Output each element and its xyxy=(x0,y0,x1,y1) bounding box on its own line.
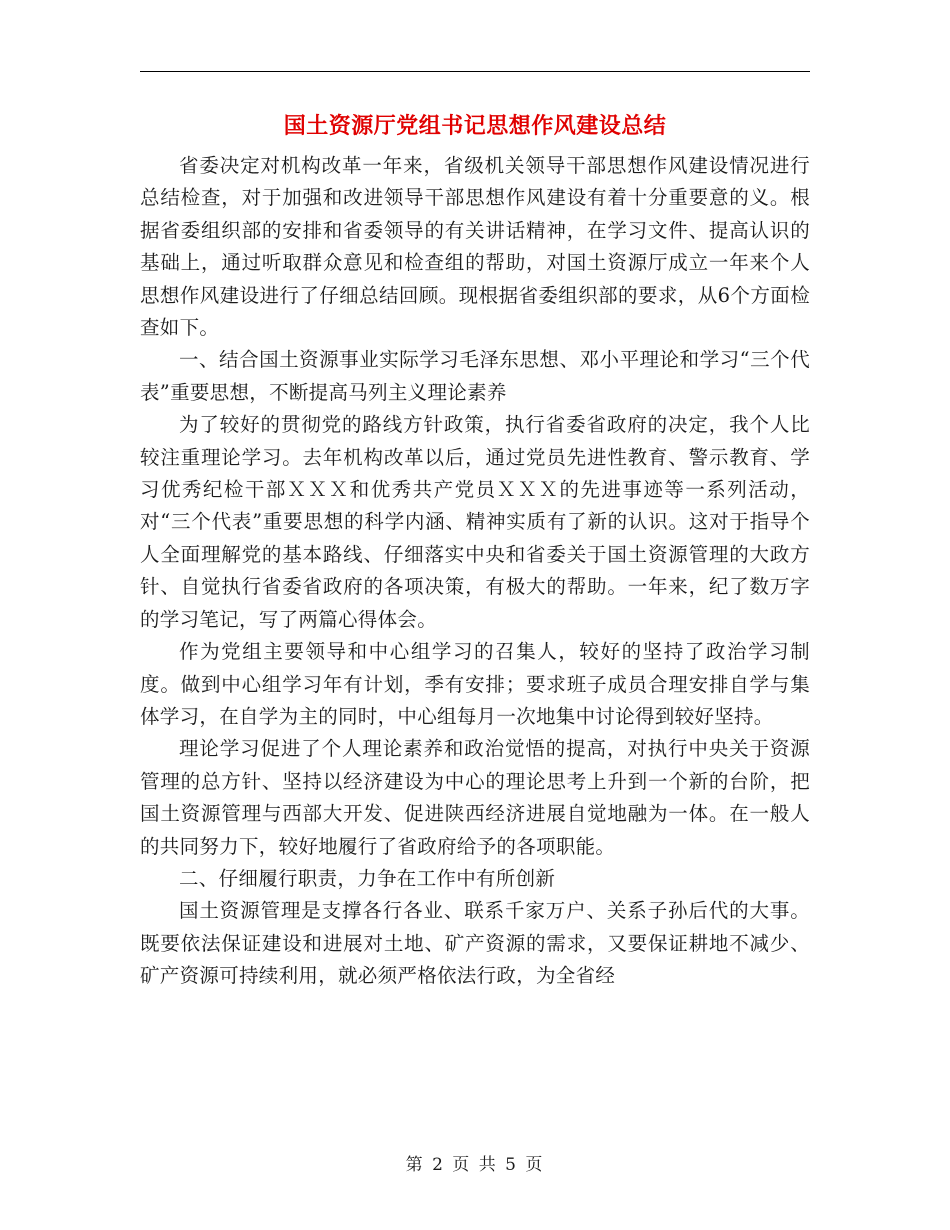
document-title: 国土资源厅党组书记思想作风建设总结 xyxy=(283,113,667,139)
header-rule xyxy=(140,71,810,72)
paragraph: 理论学习促进了个人理论素养和政治觉悟的提高，对执行中央关于资源管理的总方针、坚持以经济建设为中心的理论思考上升到一个新的台阶，把国土资源管理与西部大开发、促进陕西经济进展自觉地融为一体。在一般人的共同努力下，较好地履行了省政府给予的各项职能。 xyxy=(140,737,810,858)
section-heading-2: 二、仔细履行职责，力争在工作中有所创新 xyxy=(179,866,556,890)
page-number-footer: 第 2 页 共 5 页 xyxy=(405,1155,545,1175)
document-body xyxy=(140,150,810,993)
paragraph-intro: 省委决定对机构改革一年来，省级机关领导干部思想作风建设情况进行总结检查，对于加强和改进领导干部思想作风建设有着十分重要意的义。根据省委组织部的安排和省委领导的有关讲话精神，在学习文件、提高认识的基础上，通过听取群众意见和检查组的帮助，对国土资源厅成立一年来个人思想作风建设进行了仔细总结回顾。现根据省委组织部的要求，从6个方面检查如下。 xyxy=(140,154,810,340)
paragraph: 国土资源管理是支撑各行各业、联系千家万户、关系子孙后代的大事。既要依法保证建设和进展对土地、矿产资源的需求，又要保证耕地不减少、矿产资源可持续利用，就必须严格依法行政，为全省经 xyxy=(140,899,810,988)
paragraph: 作为党组主要领导和中心组学习的召集人，较好的坚持了政治学习制度。做到中心组学习年有计划，季有安排；要求班子成员合理安排自学与集体学习，在自学为主的同时，中心组每月一次地集中讨论得到较好坚持。 xyxy=(140,640,810,728)
paragraph: 为了较好的贯彻党的路线方针政策，执行省委省政府的决定，我个人比较注重理论学习。去年机构改革以后，通过党员先进性教育、警示教育、学习优秀纪检干部ＸＸＸ和优秀共产党员ＸＸＸ的先进事迹等一系列活动，对“三个代表”重要思想的科学内涵、精神实质有了新的认识。这对于指导个人全面理解党的基本路线、仔细落实中央和省委关于国土资源管理的大政方针、自觉执行省委省政府的各项决策，有极大的帮助。一年来，纪了数万字的学习笔记，写了两篇心得体会。 xyxy=(140,413,810,631)
section-heading-1: 一、结合国土资源事业实际学习毛泽东思想、邓小平理论和学习“三个代表”重要思想，不断提高马列主义理论素养 xyxy=(140,348,810,404)
